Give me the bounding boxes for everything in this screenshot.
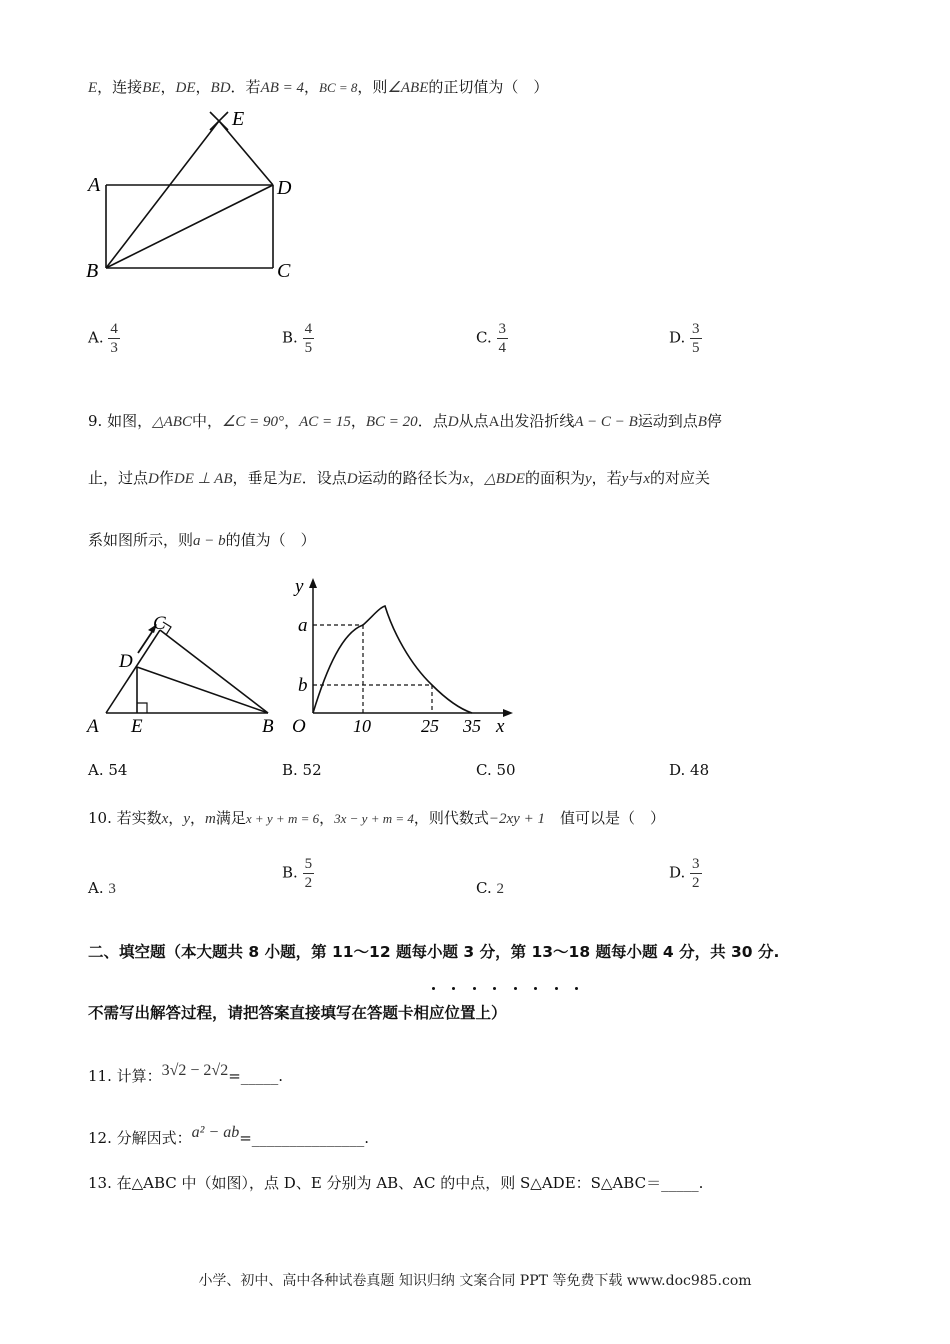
fraction: $\frac{3}{5}$ xyxy=(692,321,700,356)
q9-stem-line1: 9. 如图，△ABC中，∠C = 90°，AC = 15，BC = 20．点D从点A出发沿折线A − C − B运动到点B停 xyxy=(88,412,722,430)
q10-option-a[interactable]: A. 3 xyxy=(88,879,116,897)
q9-tick-10: 10 xyxy=(353,716,371,736)
q9-origin: O xyxy=(292,716,306,737)
q10-option-b[interactable]: B. $\frac{5}{2}$ xyxy=(282,856,313,891)
q9-tick-25: 25 xyxy=(421,716,439,736)
q9-label-E: E xyxy=(131,716,143,737)
q9-label-b: b xyxy=(298,675,308,696)
q9-label-A: A xyxy=(87,716,99,737)
q9-option-c[interactable]: C. 50 xyxy=(476,761,516,779)
q8-label-A: A xyxy=(88,174,101,196)
q9-label-C: C xyxy=(153,613,166,634)
answer-blank[interactable]: =_______________. xyxy=(239,1129,370,1147)
fraction: $\frac{3}{2}$ xyxy=(692,856,700,891)
q8-option-d[interactable]: D. $\frac{3}{5}$ xyxy=(669,321,700,356)
section2-instruction: 不需写出解答过程，请把答案直接填写在答题卡相应位置上） xyxy=(88,1004,507,1022)
q11: 11. 计算：3√2 − 2√2=_____. xyxy=(88,1062,284,1085)
q13: 13. 在△ABC 中（如图），点 D、E 分别为 AB、AC 的中点，则 S△ADE：S△ABC＝_____. xyxy=(88,1174,704,1192)
q8-rectangle-figure xyxy=(80,105,310,285)
emphasis-dotted-text: 答题卡相应位置上 xyxy=(367,1004,492,1022)
q10-stem: 10. 若实数x，y，m满足x + y + m = 6，3x − y + m = 4，则代数式−2xy + 1 值可以是（ ） xyxy=(88,809,665,827)
q9-triangle-figure xyxy=(82,605,292,740)
q9-label-a: a xyxy=(298,615,308,636)
fraction: $\frac{3}{4}$ xyxy=(498,321,506,356)
q8-label-B: B xyxy=(86,260,99,282)
q12: 12. 分解因式：a² − ab=_______________. xyxy=(88,1124,370,1147)
q8-stem: E，连接BE，DE，BD．若AB = 4，BC = 8，则∠ABE的正切值为（ ） xyxy=(88,78,549,96)
emphasis-dots xyxy=(432,987,578,993)
q9-axis-y: y xyxy=(295,576,304,597)
q10-option-c[interactable]: C. 2 xyxy=(476,879,504,897)
fraction: $\frac{5}{2}$ xyxy=(304,856,313,891)
q9-axis-x: x xyxy=(496,716,505,737)
q8-option-a[interactable]: A. $\frac{4}{3}$ xyxy=(88,321,118,356)
q8-option-b[interactable]: B. $\frac{4}{5}$ xyxy=(282,321,313,356)
q8-label-E: E xyxy=(232,108,245,130)
q9-stem-line3: 系如图所示，则a − b的值为（ ） xyxy=(88,531,316,549)
q9-label-B: B xyxy=(262,716,274,737)
q10-option-d[interactable]: D. $\frac{3}{2}$ xyxy=(669,856,700,891)
q9-function-graph xyxy=(285,572,520,742)
page-footer: 小学、初中、高中各种试卷真题 知识归纳 文案合同 PPT 等免费下载 www.doc985.com xyxy=(198,1273,752,1289)
q9-stem-line2: 止，过点D作DE ⊥ AB，垂足为E．设点D运动的路径长为x，△BDE的面积为y，若y与x的对应关 xyxy=(88,469,711,487)
q8-label-D: D xyxy=(277,177,292,199)
q9-option-d[interactable]: D. 48 xyxy=(669,761,710,779)
q9-option-b[interactable]: B. 52 xyxy=(282,761,322,779)
q9-tick-35: 35 xyxy=(463,716,481,736)
fraction: $\frac{4}{3}$ xyxy=(110,321,118,356)
fraction: $\frac{4}{5}$ xyxy=(304,321,313,356)
q8-option-c[interactable]: C. $\frac{3}{4}$ xyxy=(476,321,506,356)
answer-blank[interactable]: =_____. xyxy=(228,1067,284,1085)
q8-label-C: C xyxy=(277,260,291,282)
q9-option-a[interactable]: A. 54 xyxy=(88,761,128,779)
section2-title: 二、填空题（本大题共 8 小题，第 11～12 题每小题 3 分，第 13～18 题每小题 4 分，共 30 分. xyxy=(88,943,780,961)
q9-label-D: D xyxy=(119,651,133,672)
